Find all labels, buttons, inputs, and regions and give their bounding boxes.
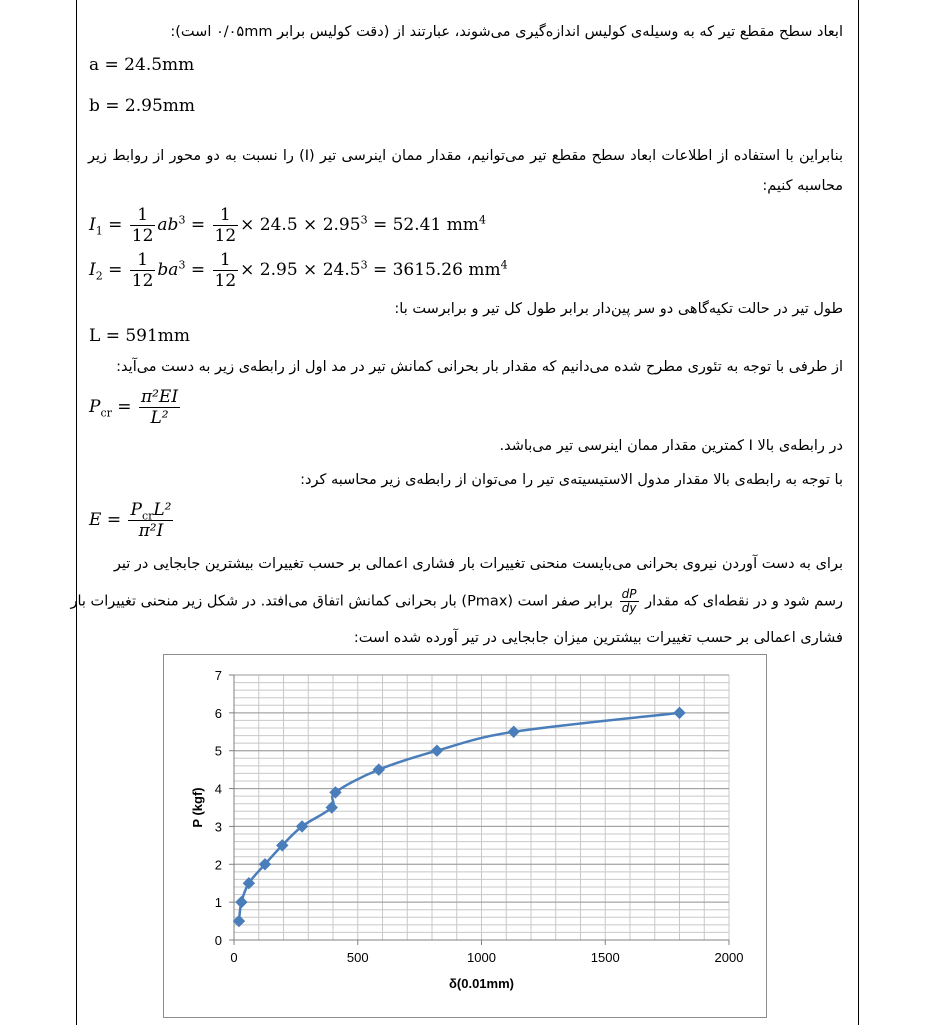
- i2-result: = 3615.26 mm: [372, 260, 501, 280]
- fraction-one-twelfth: [213, 250, 239, 291]
- equation-pcr: [89, 387, 182, 428]
- y-tick-label: 1: [214, 895, 222, 911]
- fraction-denominator: 12: [131, 271, 154, 291]
- equation-i1: [89, 205, 486, 246]
- exponent: 3: [178, 213, 186, 227]
- y-axis-label: P (kgf): [190, 787, 205, 828]
- fraction-pcr: [139, 387, 180, 428]
- e-num-p: P: [130, 500, 142, 520]
- e-num-sub: cr: [141, 509, 154, 523]
- fraction-numerator: [128, 500, 173, 521]
- fraction-denominator: dy: [621, 601, 637, 615]
- chart-container: [163, 654, 767, 1018]
- fraction-numerator: 1: [213, 205, 239, 226]
- equals-sign: =: [190, 260, 206, 280]
- i1-symbol: I: [89, 215, 96, 235]
- fraction-dpdy: [620, 588, 639, 615]
- i1-result: = 52.41 mm: [372, 215, 479, 235]
- y-tick-label: 6: [214, 705, 222, 721]
- exponent: 3: [360, 258, 368, 272]
- x-tick-label: 500: [346, 950, 369, 965]
- series-line: [239, 713, 680, 921]
- pmax-label: Pmax: [467, 593, 508, 610]
- equals-sign: =: [108, 215, 123, 235]
- paragraph-min-inertia: در رابطه‌ی بالا I کمترین مقدار ممان اینرسی تیر می‌باشد.: [499, 438, 843, 454]
- exponent: 4: [478, 213, 486, 227]
- fraction-one-twelfth: [213, 205, 239, 246]
- equation-b: b = 2.95mm: [89, 96, 196, 116]
- line2-part-a: رسم شود و در نقطه‌ای که مقدار: [645, 593, 843, 610]
- fraction-denominator: L²: [150, 408, 169, 428]
- paragraph-modulus: با توجه به رابطه‌ی بالا مقدار مدول الاستیسیته‌ی تیر را می‌توان از رابطه‌ی زیر محاسبه کرد:: [300, 472, 843, 488]
- fraction-numerator: dP: [621, 587, 637, 601]
- e-symbol: E: [89, 510, 102, 530]
- fraction-denominator: 12: [214, 271, 237, 291]
- paragraph-critical-load: از طرفی با توجه به تئوری مطرح شده می‌دانیم که مقدار بار بحرانی کمانش تیر در مد اول از رابطه‌ی زیر به دست می‌آید:: [116, 359, 843, 375]
- line2-part-b: برابر صفر است (: [507, 593, 614, 610]
- pcr-subscript: cr: [100, 406, 112, 420]
- y-tick-label: 2: [214, 857, 222, 873]
- fraction-numerator: π²EI: [140, 387, 179, 407]
- line2-part-c: ) بار بحرانی کمانش اتفاق می‌افتد. در شکل زیر منحنی تغییرات بار: [70, 593, 468, 610]
- paragraph-curve-line2: [70, 588, 843, 615]
- i2-product: × 2.95 × 24.5: [240, 260, 361, 280]
- exponent: 3: [360, 213, 368, 227]
- equals-sign: =: [190, 215, 206, 235]
- data-point-marker: [431, 745, 442, 756]
- equation-length: L = 591mm: [89, 326, 191, 346]
- equals-sign: =: [106, 510, 122, 530]
- x-tick-label: 2000: [714, 950, 744, 965]
- e-num-l: L²: [153, 500, 172, 520]
- y-tick-label: 5: [214, 743, 222, 759]
- equation-i2: [89, 250, 508, 291]
- paragraph-curve-line1: برای به دست آوردن نیروی بحرانی می‌بایست منحنی تغییرات بار فشاری اعمالی بر حسب تغییرات بیشترین جابجایی در تیر: [113, 556, 843, 572]
- chart-markers: [233, 707, 685, 926]
- i1-product: × 24.5 × 2.95: [240, 215, 361, 235]
- fraction-numerator: 1: [130, 250, 156, 271]
- equals-sign: =: [108, 260, 123, 280]
- paragraph-dimensions-intro: ابعاد سطح مقطع تیر که به وسیله‌ی کولیس اندازه‌گیری می‌شوند، عبارتند از (دقت کولیس برابر ۰/۰۵mm است):: [170, 24, 843, 40]
- fraction-numerator: 1: [130, 205, 156, 226]
- i2-symbol: I: [89, 260, 96, 280]
- fraction-denominator: 12: [131, 226, 154, 246]
- exponent: 4: [500, 258, 508, 272]
- fraction-e: [128, 500, 173, 541]
- data-point-marker: [236, 897, 247, 908]
- equation-e: [89, 500, 175, 541]
- i1-subscript: 1: [95, 224, 103, 238]
- x-tick-label: 0: [230, 950, 238, 965]
- i2-ba: ba: [157, 260, 179, 280]
- paragraph-length: طول تیر در حالت تکیه‌گاهی دو سر پین‌دار برابر طول کل تیر و برابرست با:: [394, 301, 843, 317]
- i1-ab: ab: [157, 215, 179, 235]
- fraction-denominator: 12: [214, 226, 237, 246]
- fraction-denominator: π²I: [138, 521, 164, 541]
- x-tick-label: 1500: [590, 950, 620, 965]
- y-tick-label: 7: [214, 668, 222, 683]
- exponent: 3: [178, 258, 186, 272]
- equals-sign: =: [117, 397, 132, 417]
- equation-a: a = 24.5mm: [89, 55, 195, 75]
- data-point-marker: [674, 707, 685, 718]
- fraction-numerator: 1: [213, 250, 239, 271]
- y-tick-label: 3: [214, 819, 222, 835]
- paragraph-moment-of-inertia: بنابراین با استفاده از اطلاعات ابعاد سطح مقطع تیر می‌توانیم، مقدار ممان اینرسی تیر (I) را نسبت به دو محور از روابط زیر محاسبه کنیم:: [88, 148, 843, 194]
- y-tick-label: 0: [214, 933, 222, 948]
- x-axis-label: δ(0.01mm): [449, 976, 514, 991]
- i2-subscript: 2: [95, 269, 103, 283]
- fraction-one-twelfth: [130, 250, 156, 291]
- x-tick-label: 1000: [467, 950, 496, 965]
- paragraph-curve-line3: فشاری اعمالی بر حسب تغییرات بیشترین میزان جابجایی در تیر آورده شده است:: [353, 630, 843, 646]
- pcr-symbol: P: [89, 397, 101, 417]
- fraction-one-twelfth: [130, 205, 156, 246]
- load-deflection-chart: [164, 655, 766, 1017]
- y-tick-label: 4: [214, 781, 222, 797]
